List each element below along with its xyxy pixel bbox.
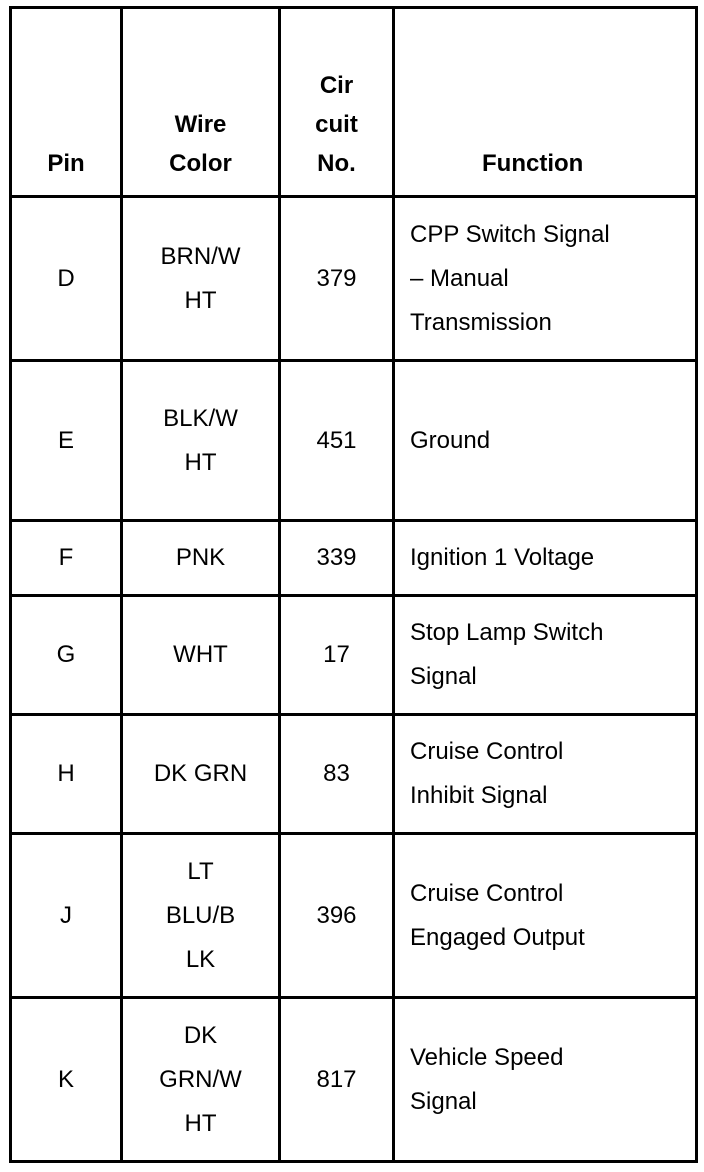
wire-color-cell: PNK: [122, 521, 280, 596]
circuit-cell: 817: [280, 998, 394, 1162]
pinout-table-container: [9, 6, 698, 1163]
table-header-row: [11, 8, 697, 197]
pin-cell: E: [11, 361, 122, 521]
function-cell: Cruise Control Inhibit Signal: [394, 715, 697, 834]
function-cell: CPP Switch Signal – Manual Transmission: [394, 197, 697, 361]
circuit-cell: 17: [280, 596, 394, 715]
header-function: Function: [394, 8, 697, 197]
pin-cell: K: [11, 998, 122, 1162]
circuit-cell: 451: [280, 361, 394, 521]
wire-color-cell: DK GRN: [122, 715, 280, 834]
header-wire-color: Wire Color: [122, 8, 280, 197]
circuit-cell: 396: [280, 834, 394, 998]
function-cell: Stop Lamp Switch Signal: [394, 596, 697, 715]
table-row: [11, 361, 697, 521]
pin-cell: H: [11, 715, 122, 834]
function-cell: Ignition 1 Voltage: [394, 521, 697, 596]
connector-pinout-table: [9, 6, 698, 1163]
pin-cell: G: [11, 596, 122, 715]
table-row: [11, 715, 697, 834]
circuit-cell: 379: [280, 197, 394, 361]
wire-color-cell: LT BLU/B LK: [122, 834, 280, 998]
wire-color-cell: DK GRN/W HT: [122, 998, 280, 1162]
pin-cell: F: [11, 521, 122, 596]
table-row: [11, 521, 697, 596]
function-cell: Cruise Control Engaged Output: [394, 834, 697, 998]
wire-color-cell: BRN/W HT: [122, 197, 280, 361]
table-row: [11, 596, 697, 715]
circuit-cell: 83: [280, 715, 394, 834]
function-cell: Vehicle Speed Signal: [394, 998, 697, 1162]
pin-cell: J: [11, 834, 122, 998]
wire-color-cell: BLK/W HT: [122, 361, 280, 521]
header-pin: Pin: [11, 8, 122, 197]
table-row: [11, 197, 697, 361]
table-row: [11, 834, 697, 998]
wire-color-cell: WHT: [122, 596, 280, 715]
header-circuit-no: Cir cuit No.: [280, 8, 394, 197]
function-cell: Ground: [394, 361, 697, 521]
circuit-cell: 339: [280, 521, 394, 596]
table-row: [11, 998, 697, 1162]
pin-cell: D: [11, 197, 122, 361]
